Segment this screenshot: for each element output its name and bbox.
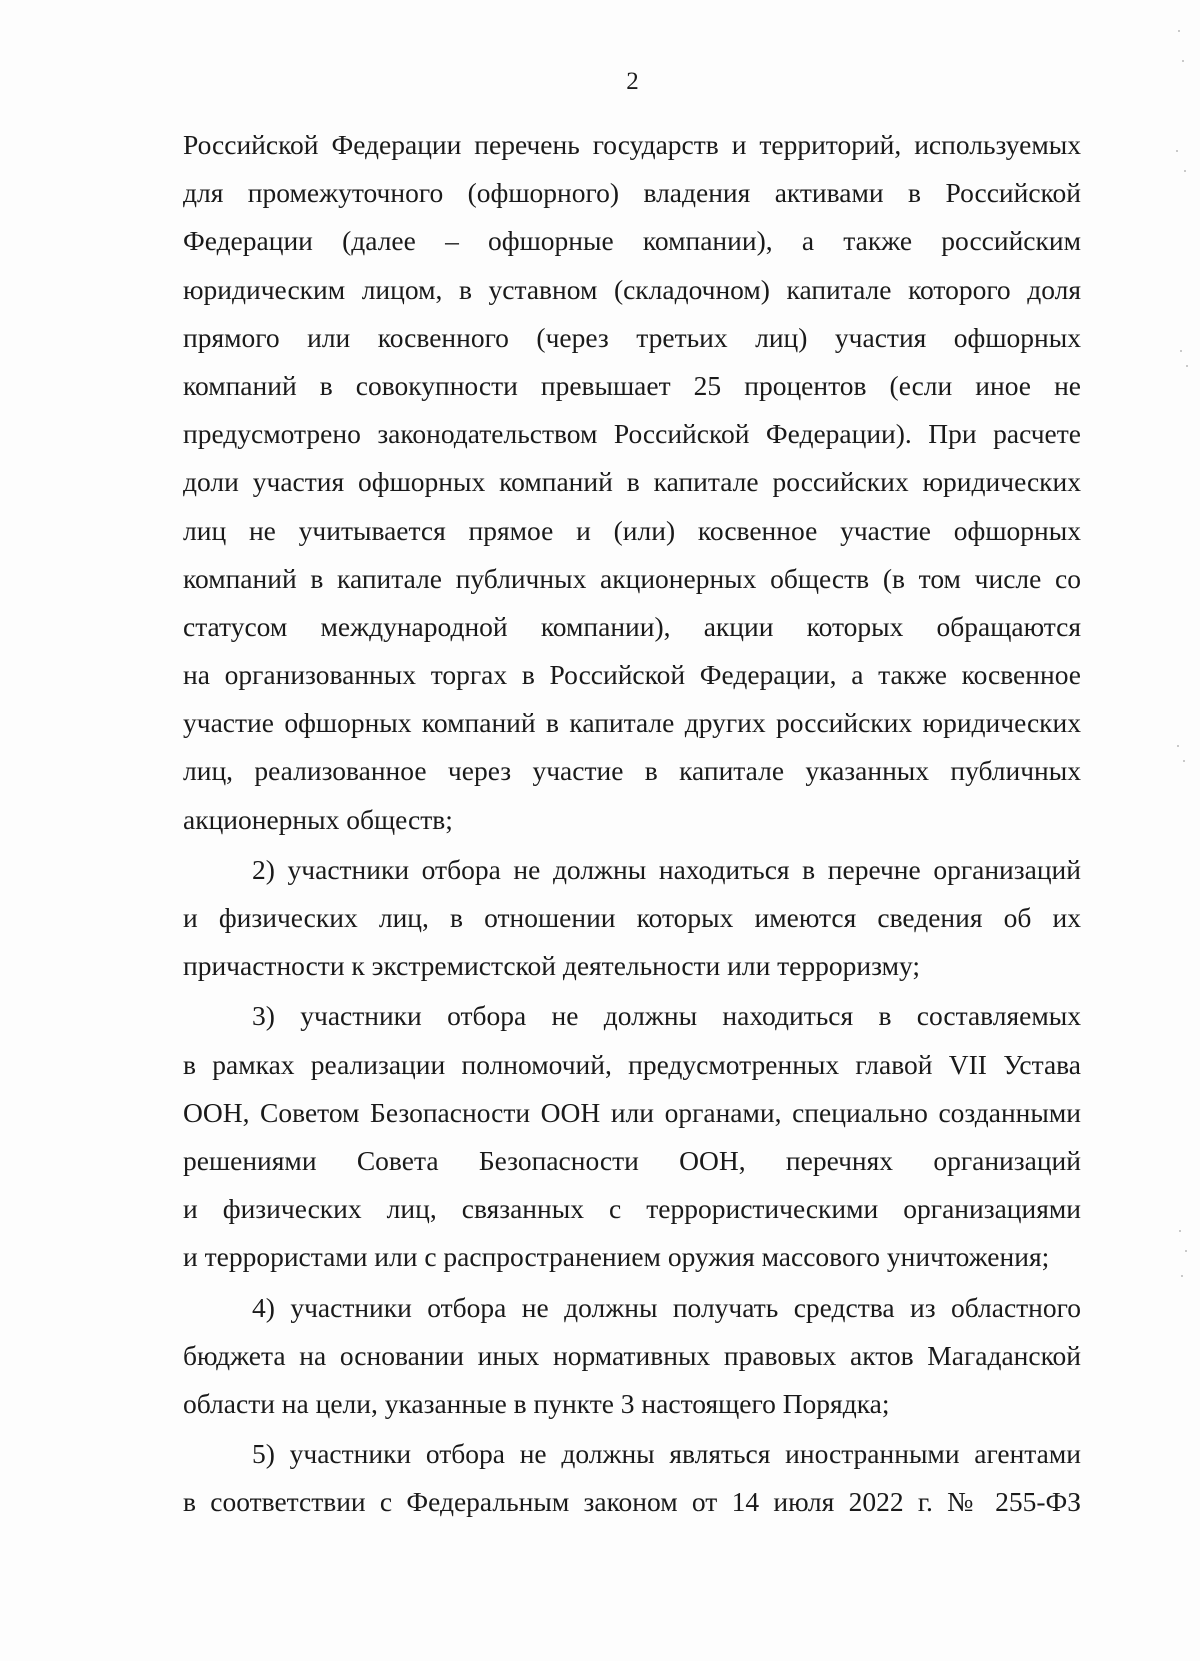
scan-speck: [1185, 1250, 1187, 1252]
text-line: лиц, реализованное через участие в капитале указанных публичных: [183, 755, 1081, 787]
text-line: предусмотрено законодательством Российской Федерации). При расчете: [183, 418, 1081, 450]
text-line: бюджета на основании иных нормативных правовых актов Магаданской: [183, 1339, 1081, 1371]
text-line: в рамках реализации полномочий, предусмотренных главой VII Устава: [183, 1048, 1081, 1080]
scan-speck: [1179, 1230, 1181, 1232]
text-line: и террористами или с распространением оружия массового уничтожения;: [183, 1241, 1050, 1273]
text-line: ООН, Советом Безопасности ООН или органами, специально созданными: [183, 1096, 1081, 1128]
text-line: лиц не учитывается прямое и (или) косвенное участие офшорных: [183, 514, 1081, 546]
text-line: прямого или косвенного (через третьих лиц) участия офшорных: [183, 321, 1081, 353]
document-body: [183, 121, 1081, 1526]
scan-speck: [1183, 760, 1185, 762]
text-line: и физических лиц, в отношении которых имеются сведения об их: [183, 902, 1081, 933]
text-line: акционерных обществ;: [183, 803, 453, 835]
text-line: для промежуточного (офшорного) владения активами в Российской: [183, 177, 1081, 209]
text-line: юридическим лицом, в уставном (складочном) капитале которого доля: [183, 273, 1081, 305]
text-line: 2) участники отбора не должны находиться в перечне организаций: [252, 853, 1081, 885]
text-line: в соответствии с Федеральным законом от 14 июля 2022 г. № 255-ФЗ: [183, 1486, 1081, 1518]
scan-speck: [1176, 150, 1178, 152]
text-line: 4) участники отбора не должны получать средства из областного: [252, 1291, 1081, 1323]
scan-speck: [1180, 350, 1182, 352]
scan-edge-marks: [1170, 0, 1200, 1661]
scan-speck: [1177, 745, 1179, 747]
text-line: Федерации (далее – офшорные компании), а также российским: [183, 225, 1081, 257]
page-number: 2: [626, 68, 639, 95]
text-line: и физических лиц, связанных с террористическими организациями: [183, 1193, 1081, 1225]
text-line: 5) участники отбора не должны являться иностранными агентами: [252, 1438, 1081, 1470]
scan-speck: [1184, 170, 1186, 172]
scan-speck: [1186, 365, 1188, 367]
text-line: области на цели, указанные в пункте 3 настоящего Порядка;: [183, 1387, 890, 1419]
text-line: на организованных торгах в Российской Федерации, а также косвенное: [183, 659, 1081, 691]
text-line: доли участия офшорных компаний в капитале российских юридических: [183, 466, 1081, 498]
text-line: Российской Федерации перечень государств и территорий, используемых: [183, 129, 1081, 160]
text-line: компаний в совокупности превышает 25 процентов (если иное не: [183, 369, 1081, 401]
text-line: компаний в капитале публичных акционерных обществ (в том числе со: [183, 562, 1081, 594]
text-line: решениями Совета Безопасности ООН, перечнях организаций: [183, 1144, 1081, 1176]
scan-speck: [1181, 1275, 1183, 1277]
text-line: статусом международной компании), акции которых обращаются: [183, 610, 1081, 642]
text-line: участие офшорных компаний в капитале других российских юридических: [183, 707, 1081, 739]
scan-speck: [1182, 60, 1184, 62]
scan-speck: [1178, 30, 1180, 32]
text-line: 3) участники отбора не должны находиться в составляемых: [252, 1000, 1081, 1032]
text-line: причастности к экстремистской деятельности или терроризму;: [183, 950, 921, 982]
